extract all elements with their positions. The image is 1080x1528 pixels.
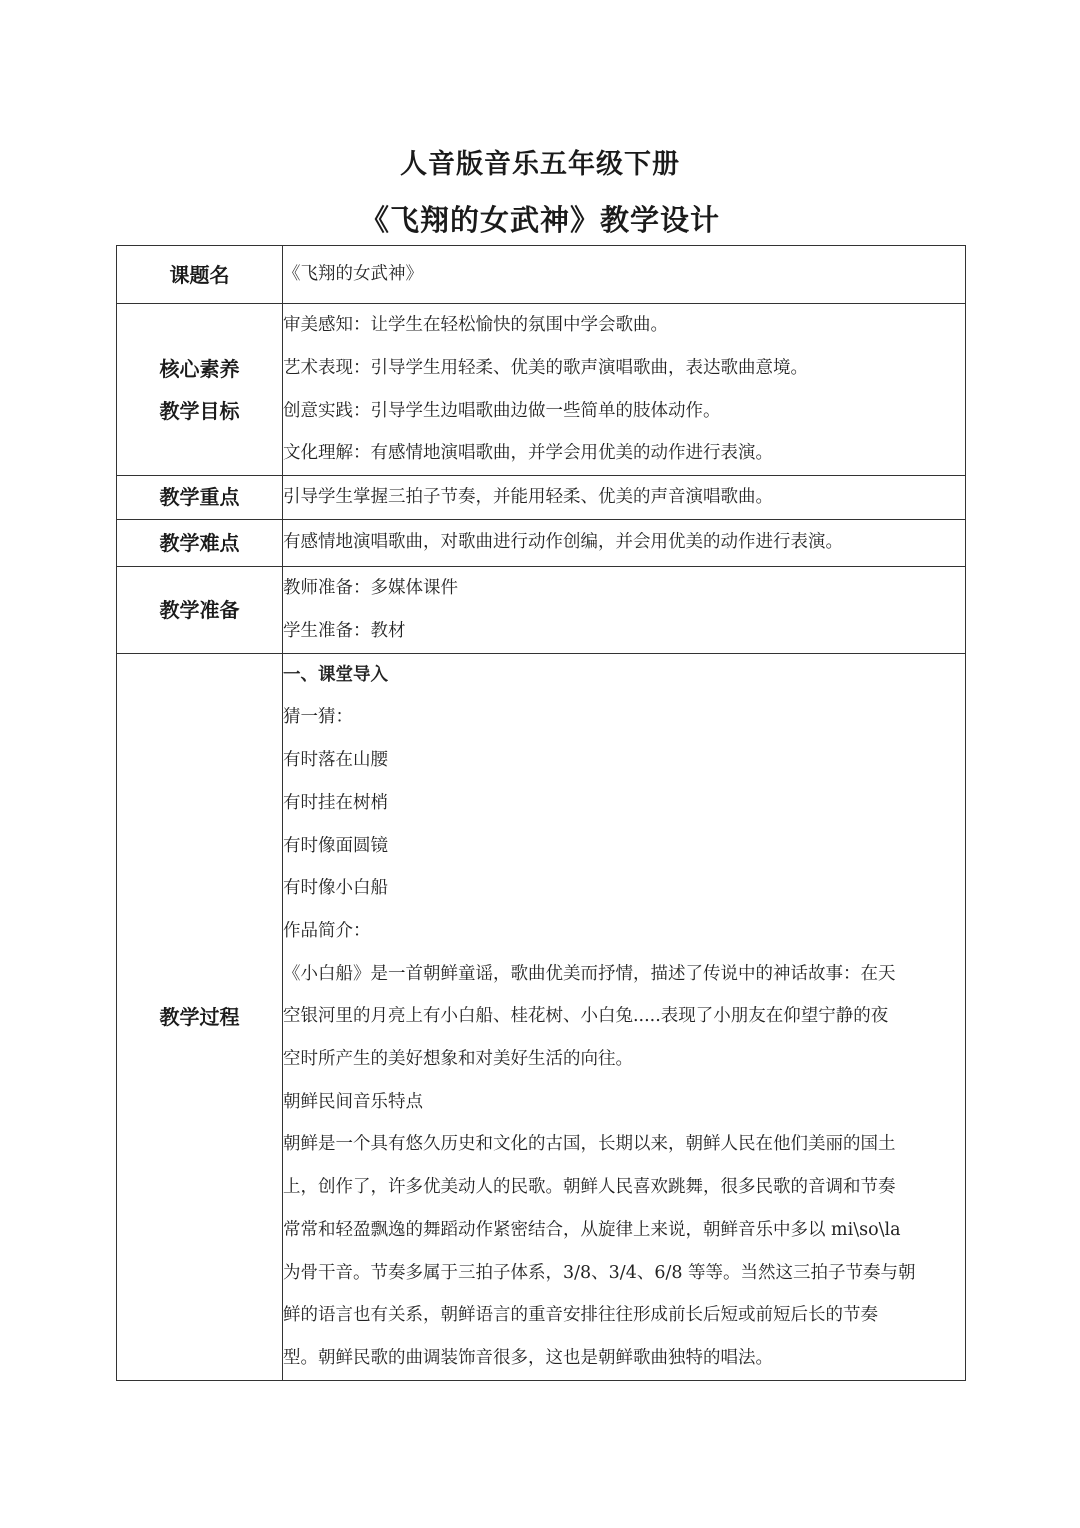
lesson-plan-table <box>116 245 966 1381</box>
key-points-value: 引导学生掌握三拍子节奏，并能用轻柔、优美的声音演唱歌曲。 <box>283 487 773 507</box>
difficulties-label-cell <box>117 519 283 566</box>
goals-label-cell <box>117 304 283 476</box>
document-subtitle: 《飞翔的女武神》教学设计 <box>359 203 720 237</box>
goals-label-line1: 核心素养 <box>159 356 240 381</box>
intro-paragraph-line: 《小白船》是一首朝鲜童谣，歌曲优美而抒情，描述了传说中的神话故事：在天 <box>283 963 896 984</box>
riddle-line: 有时像面圆镜 <box>283 835 388 856</box>
process-section-heading: 一、课堂导入 <box>283 664 388 685</box>
table-row-process <box>117 653 966 1380</box>
goals-label-line2: 教学目标 <box>159 398 240 423</box>
process-label: 教学过程 <box>159 1004 240 1029</box>
feature-paragraph-line: 型。朝鲜民歌的曲调装饰音很多，这也是朝鲜歌曲独特的唱法。 <box>283 1347 773 1368</box>
feature-paragraph-line: 鲜的语言也有关系，朝鲜语言的重音安排往往形成前长后短或前短后长的节奏 <box>283 1305 878 1326</box>
preparation-label-cell <box>117 566 283 653</box>
intro-paragraph-line: 空银河里的月亮上有小白船、桂花树、小白兔.....表现了小朋友在仰望宁静的夜 <box>283 1006 889 1027</box>
feature-paragraph-line: 常常和轻盈飘逸的舞蹈动作紧密结合，从旋律上来说，朝鲜音乐中多以 mi\so\la <box>283 1219 901 1240</box>
feature-paragraph-line: 上，创作了，许多优美动人的民歌。朝鲜人民喜欢跳舞，很多民歌的音调和节奏 <box>283 1177 896 1198</box>
riddle-line: 有时挂在树梢 <box>283 792 388 813</box>
table-row-goals <box>117 304 966 476</box>
intro-heading: 作品简介： <box>283 920 371 941</box>
topic-value: 《飞翔的女武神》 <box>283 264 423 285</box>
table-row-topic <box>117 246 966 304</box>
process-label-cell <box>117 653 283 1380</box>
goal-item-aesthetic: 审美感知：让学生在轻松愉快的氛围中学会歌曲。 <box>283 315 668 336</box>
goal-item-culture: 文化理解：有感情地演唱歌曲，并学会用优美的动作进行表演。 <box>283 443 773 464</box>
goal-item-creativity: 创意实践：引导学生边唱歌曲边做一些简单的肢体动作。 <box>283 400 721 421</box>
riddle-line: 有时落在山腰 <box>283 750 388 771</box>
topic-value-cell <box>283 246 966 304</box>
feature-paragraph-line: 为骨干音。节奏多属于三拍子体系，3/8、3/4、6/8 等等。当然这三拍子节奏与朝 <box>283 1262 916 1283</box>
topic-label: 课题名 <box>169 262 230 287</box>
table-row-difficulties <box>117 519 966 566</box>
key-points-label: 教学重点 <box>159 485 240 510</box>
table-row-preparation <box>117 566 966 653</box>
preparation-label: 教学准备 <box>159 597 240 622</box>
document-title: 人音版音乐五年级下册 <box>400 149 680 180</box>
preparation-teacher: 教师准备：多媒体课件 <box>283 578 458 598</box>
preparation-student: 学生准备：教材 <box>283 620 406 641</box>
table-row-key-points <box>117 476 966 520</box>
topic-label-cell <box>117 246 283 304</box>
riddle-line: 有时像小白船 <box>283 878 388 899</box>
goals-value-cell <box>283 304 966 476</box>
feature-heading: 朝鲜民间音乐特点 <box>283 1091 423 1112</box>
process-value-cell <box>283 653 966 1380</box>
key-points-value-cell <box>283 476 966 520</box>
difficulties-value: 有感情地演唱歌曲，对歌曲进行动作创编，并会用优美的动作进行表演。 <box>283 532 843 553</box>
riddle-intro: 猜一猜： <box>283 707 353 728</box>
difficulties-label: 教学难点 <box>159 530 240 555</box>
goal-item-expression: 艺术表现：引导学生用轻柔、优美的歌声演唱歌曲，表达歌曲意境。 <box>283 357 808 378</box>
difficulties-value-cell <box>283 519 966 566</box>
preparation-value-cell <box>283 566 966 653</box>
key-points-label-cell <box>117 476 283 520</box>
intro-paragraph-line: 空时所产生的美好想象和对美好生活的向往。 <box>283 1049 633 1070</box>
feature-paragraph-line: 朝鲜是一个具有悠久历史和文化的古国，长期以来，朝鲜人民在他们美丽的国土 <box>283 1134 896 1155</box>
